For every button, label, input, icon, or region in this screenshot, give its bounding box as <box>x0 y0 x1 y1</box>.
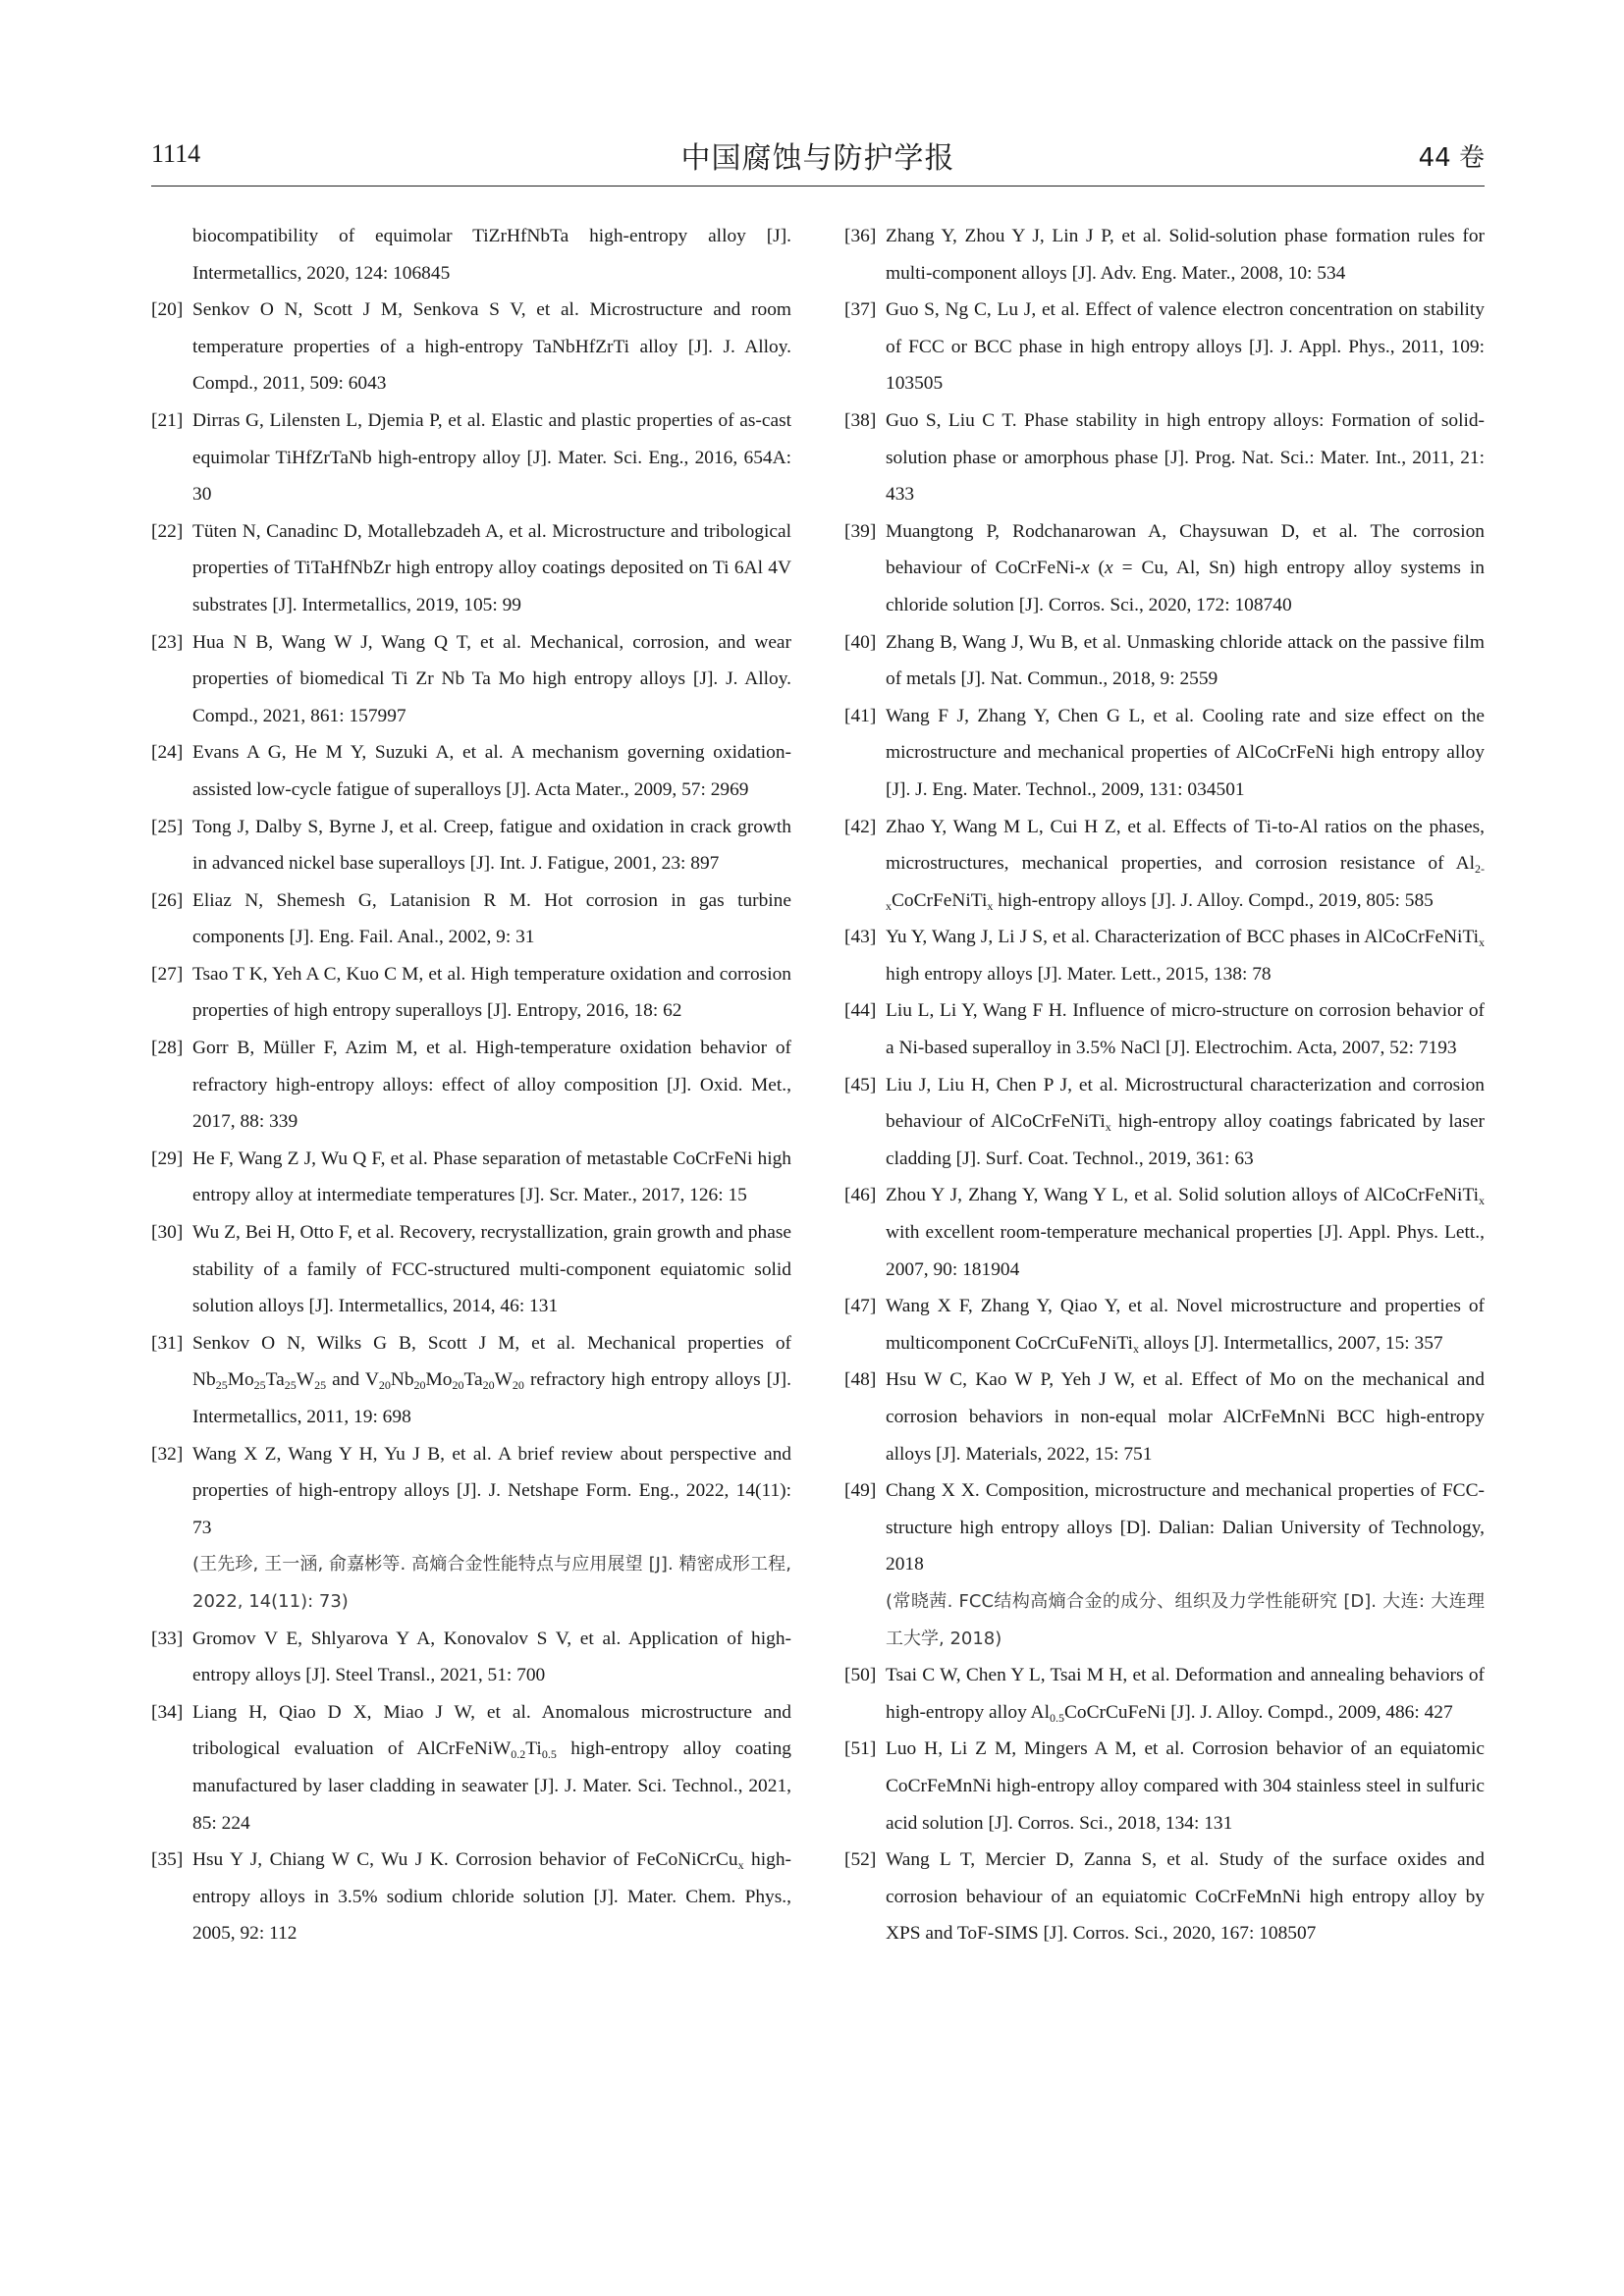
reference-number: [49] <box>844 1480 877 1502</box>
reference-item <box>844 809 1485 920</box>
reference-number: [34] <box>151 1701 184 1723</box>
reference-text: Liu L, Li Y, Wang F H. Influence of micro-structure on corrosion behavior of a Ni-based superalloy in 3.5% NaCl [J]. Electrochim. Acta, 2007, 52: 7193 <box>886 1000 1485 1059</box>
reference-item <box>844 698 1485 809</box>
reference-text: Luo H, Li Z M, Mingers A M, et al. Corrosion behavior of an equiatomic CoCrFeMnNi high-entropy alloy compared with 304 stainless steel in sulfuric acid solution [J]. Corros. Sci., 2018, 134: 131 <box>886 1738 1485 1834</box>
reference-item <box>844 1177 1485 1288</box>
reference-item <box>844 992 1485 1066</box>
reference-text: Zhao Y, Wang M L, Cui H Z, et al. Effects of Ti-to-Al ratios on the phases, microstructures, mechanical properties, and corrosion resistance of $Al_{2-x}CoCrFeNiTi_x$ high-entropy alloys [J]. J. Alloy. Compd., 2019, 805: 585 <box>886 816 1485 913</box>
reference-item <box>151 1842 791 1952</box>
reference-number: [24] <box>151 742 184 764</box>
reference-text: Zhang B, Wang J, Wu B, et al. Unmasking chloride attack on the passive film of metals [J]. Nat. Commun., 2018, 9: 2559 <box>886 631 1485 690</box>
reference-text: Tsao T K, Yeh A C, Kuo C M, et al. High temperature oxidation and corrosion properties of high entropy superalloys [J]. Entropy, 2016, 18: 62 <box>192 963 791 1022</box>
reference-item <box>844 1842 1485 1952</box>
reference-text: Guo S, Ng C, Lu J, et al. Effect of valence electron concentration on stability of FCC or BCC phase in high entropy alloys [J]. J. Appl. Phys., 2011, 109: 103505 <box>886 299 1485 395</box>
reference-item <box>151 1694 791 1842</box>
reference-item <box>151 882 791 956</box>
reference-item <box>151 1030 791 1141</box>
reference-item <box>151 292 791 402</box>
reference-item <box>844 513 1485 624</box>
reference-text: Wang X Z, Wang Y H, Yu J B, et al. A brief review about perspective and properties of high-entropy alloys [J]. J. Netshape Form. Eng., 2022, 14(11): 73 <box>192 1443 791 1538</box>
reference-number: [47] <box>844 1296 877 1317</box>
reference-text: Dirras G, Lilensten L, Djemia P, et al. Elastic and plastic properties of as-cast equimolar TiHfZrTaNb high-entropy alloy [J]. Mater. Sci. Eng., 2016, 654A: 30 <box>192 409 791 506</box>
volume-label: 44 卷 <box>1418 143 1485 173</box>
reference-number: [26] <box>151 889 184 911</box>
reference-item <box>844 1472 1485 1657</box>
reference-text: Tsai C W, Chen Y L, Tsai M H, et al. Deformation and annealing behaviors of high-entropy alloy $Al_{0.5}CoCrCuFeNi$ [J]. J. Alloy. Compd., 2009, 486: 427 <box>886 1665 1485 1725</box>
reference-text: Wang F J, Zhang Y, Chen G L, et al. Cooling rate and size effect on the microstructure and mechanical properties of AlCoCrFeNi high entropy alloy [J]. J. Eng. Mater. Technol., 2009, 131: 034501 <box>886 705 1485 800</box>
reference-text: Gromov V E, Shlyarova Y A, Konovalov S V, et al. Application of high-entropy alloys [J]. Steel Transl., 2021, 51: 700 <box>192 1628 791 1686</box>
reference-item <box>844 218 1485 292</box>
reference-number: [32] <box>151 1443 184 1465</box>
reference-item <box>151 956 791 1030</box>
reference-item <box>151 513 791 624</box>
reference-chinese-translation: (常晓茜. FCC结构高熵合金的成分、组织及力学性能研究 [D]. 大连: 大连理工大学, 2018) <box>886 1590 1485 1649</box>
reference-item <box>844 1067 1485 1178</box>
reference-text: Senkov O N, Wilks G B, Scott J M, et al. Mechanical properties of $Nb_{25}Mo_{25}Ta_{25}W_{25}$ and $V_{20}Nb_{20}Mo_{20}Ta_{20}W_{20}$ refractory high entropy alloys [J]. Intermetallics, 2011, 19: 698 <box>192 1332 791 1427</box>
reference-item <box>151 1141 791 1214</box>
reference-text: Senkov O N, Scott J M, Senkova S V, et al. Microstructure and room temperature properties of a high-entropy TaNbHfZrTi alloy [J]. J. Alloy. Compd., 2011, 509: 6043 <box>192 299 791 395</box>
reference-item <box>151 1436 791 1621</box>
reference-text: Guo S, Liu C T. Phase stability in high entropy alloys: Formation of solid-solution phase or amorphous phase [J]. Prog. Nat. Sci.: Mater. Int., 2011, 21: 433 <box>886 409 1485 506</box>
reference-number: [22] <box>151 520 184 542</box>
reference-number: [41] <box>844 705 877 726</box>
reference-item <box>844 292 1485 402</box>
reference-text: Gorr B, Müller F, Azim M, et al. High-temperature oxidation behavior of refractory high-entropy alloys: effect of alloy composition [J]. Oxid. Met., 2017, 88: 339 <box>192 1038 791 1133</box>
reference-number: [42] <box>844 816 877 837</box>
reference-text: Hua N B, Wang W J, Wang Q T, et al. Mechanical, corrosion, and wear properties of biomedical Ti Zr Nb Ta Mo high entropy alloys [J]. J. Alloy. Compd., 2021, 861: 157997 <box>192 631 791 726</box>
reference-number: [50] <box>844 1665 877 1686</box>
reference-number: [25] <box>151 816 184 837</box>
reference-number: [46] <box>844 1185 877 1206</box>
reference-text: Wu Z, Bei H, Otto F, et al. Recovery, recrystallization, grain growth and phase stability of a family of FCC-structured multi-component equiatomic solid solution alloys [J]. Intermetallics, 2014, 46: 131 <box>192 1222 791 1317</box>
reference-text: Yu Y, Wang J, Li J S, et al. Characterization of BCC phases in AlCoCrFeNiTi$_x$ high entropy alloys [J]. Mater. Lett., 2015, 138: 78 <box>886 927 1485 985</box>
reference-item <box>151 809 791 882</box>
reference-number: [51] <box>844 1738 877 1760</box>
reference-number: [23] <box>151 631 184 653</box>
reference-number: [31] <box>151 1332 184 1354</box>
header-rule <box>151 186 1485 187</box>
reference-item <box>844 1288 1485 1362</box>
reference-number: [36] <box>844 226 877 246</box>
reference-text: Liu J, Liu H, Chen P J, et al. Microstructural characterization and corrosion behaviour of AlCoCrFeNiTi$_x$ high-entropy alloy coatings fabricated by laser cladding [J]. Surf. Coat. Technol., 2019, 361: 63 <box>886 1074 1486 1169</box>
reference-number: [30] <box>151 1222 184 1244</box>
reference-number: [33] <box>151 1628 184 1649</box>
reference-number: [28] <box>151 1038 184 1059</box>
reference-text: Wang L T, Mercier D, Zanna S, et al. Study of the surface oxides and corrosion behaviour of an equiatomic CoCrFeMnNi high entropy alloy by XPS and ToF-SIMS [J]. Corros. Sci., 2020, 167: 108507 <box>886 1849 1485 1945</box>
reference-number: [27] <box>151 963 184 985</box>
reference-text: Chang X X. Composition, microstructure and mechanical properties of FCC-structure high entropy alloys [D]. Dalian: Dalian University of Technology, 2018 <box>886 1480 1485 1575</box>
reference-number: [48] <box>844 1369 877 1391</box>
reference-item <box>844 919 1485 992</box>
references-right-column <box>844 218 1485 1952</box>
reference-item <box>844 624 1485 698</box>
reference-number: [38] <box>844 409 877 431</box>
page-number: 1114 <box>151 139 201 168</box>
reference-text: He F, Wang Z J, Wu Q F, et al. Phase separation of metastable CoCrFeNi high entropy alloy at intermediate temperatures [J]. Scr. Mater., 2017, 126: 15 <box>192 1148 791 1206</box>
reference-text: Zhou Y J, Zhang Y, Wang Y L, et al. Solid solution alloys of AlCoCrFeNiTi$_x$ with excellent room-temperature mechanical properties [J]. Appl. Phys. Lett., 2007, 90: 181904 <box>886 1185 1485 1280</box>
reference-text: Evans A G, He M Y, Suzuki A, et al. A mechanism governing oxidation-assisted low-cycle fatigue of superalloys [J]. Acta Mater., 2009, 57: 2969 <box>192 742 791 800</box>
reference-number: [35] <box>151 1849 184 1871</box>
journal-title: 中国腐蚀与防护学报 <box>680 141 955 176</box>
page-header <box>151 133 1485 185</box>
reference-text: biocompatibility of equimolar TiZrHfNbTa high-entropy alloy [J]. Intermetallics, 2020, 124: 106845 <box>192 226 791 284</box>
reference-number: [45] <box>844 1074 877 1095</box>
reference-number: [37] <box>844 299 877 321</box>
reference-item <box>844 1731 1485 1842</box>
reference-text: Zhang Y, Zhou Y J, Lin J P, et al. Solid-solution phase formation rules for multi-component alloys [J]. Adv. Eng. Mater., 2008, 10: 534 <box>886 226 1485 284</box>
reference-text: Tüten N, Canadinc D, Motallebzadeh A, et al. Microstructure and tribological properties of TiTaHfNbZr high entropy alloy coatings deposited on Ti 6Al 4V substrates [J]. Intermetallics, 2019, 105: 99 <box>192 520 791 615</box>
reference-item <box>151 218 791 292</box>
reference-item <box>151 1621 791 1694</box>
reference-number: [40] <box>844 631 877 653</box>
reference-item <box>151 402 791 513</box>
reference-text: Hsu W C, Kao W P, Yeh J W, et al. Effect of Mo on the mechanical and corrosion behaviors in non-equal molar AlCrFeMnNi BCC high-entropy alloys [J]. Materials, 2022, 15: 751 <box>886 1369 1485 1465</box>
reference-text: Eliaz N, Shemesh G, Latanision R M. Hot corrosion in gas turbine components [J]. Eng. Fail. Anal., 2002, 9: 31 <box>192 889 791 948</box>
reference-text: Wang X F, Zhang Y, Qiao Y, et al. Novel microstructure and properties of multicomponent CoCrCuFeNiTi$_x$ alloys [J]. Intermetallics, 2007, 15: 357 <box>886 1296 1485 1356</box>
reference-number: [39] <box>844 520 877 542</box>
reference-text: Liang H, Qiao D X, Miao J W, et al. Anomalous microstructure and tribological evaluation of $AlCrFeNiW_{0.2}Ti_{0.5}$ high-entropy alloy coating manufactured by laser cladding in seawater [J]. J. Mater. Sci. Technol., 2021, 85: 224 <box>192 1701 791 1834</box>
reference-item <box>151 1325 791 1436</box>
reference-text: Muangtong P, Rodchanarowan A, Chaysuwan D, et al. The corrosion behaviour of CoCrFeNi-x (x = Cu, Al, Sn) high entropy alloy systems in chloride solution [J]. Corros. Sci., 2020, 172: 108740 <box>886 520 1486 615</box>
reference-text: Hsu Y J, Chiang W C, Wu J K. Corrosion behavior of FeCoNiCrCu$_x$ high-entropy alloys in 3.5% sodium chloride solution [J]. Mater. Chem. Phys., 2005, 92: 112 <box>192 1849 791 1945</box>
reference-item <box>151 624 791 735</box>
reference-text: Tong J, Dalby S, Byrne J, et al. Creep, fatigue and oxidation in crack growth in advanced nickel base superalloys [J]. Int. J. Fatigue, 2001, 23: 897 <box>192 816 791 875</box>
reference-item <box>151 734 791 808</box>
reference-number: [43] <box>844 927 877 948</box>
reference-number: [20] <box>151 299 184 321</box>
references-left-column <box>151 218 791 1952</box>
reference-item <box>844 1362 1485 1472</box>
reference-number: [29] <box>151 1148 184 1169</box>
reference-number: [44] <box>844 1000 877 1022</box>
reference-number: [52] <box>844 1849 877 1871</box>
reference-item <box>844 402 1485 513</box>
reference-number: [21] <box>151 409 184 431</box>
reference-chinese-translation: (王先珍, 王一涵, 俞嘉彬等. 高熵合金性能特点与应用展望 [J]. 精密成形工程, 2022, 14(11): 73) <box>192 1554 791 1612</box>
reference-item <box>151 1214 791 1325</box>
reference-item <box>844 1657 1485 1731</box>
